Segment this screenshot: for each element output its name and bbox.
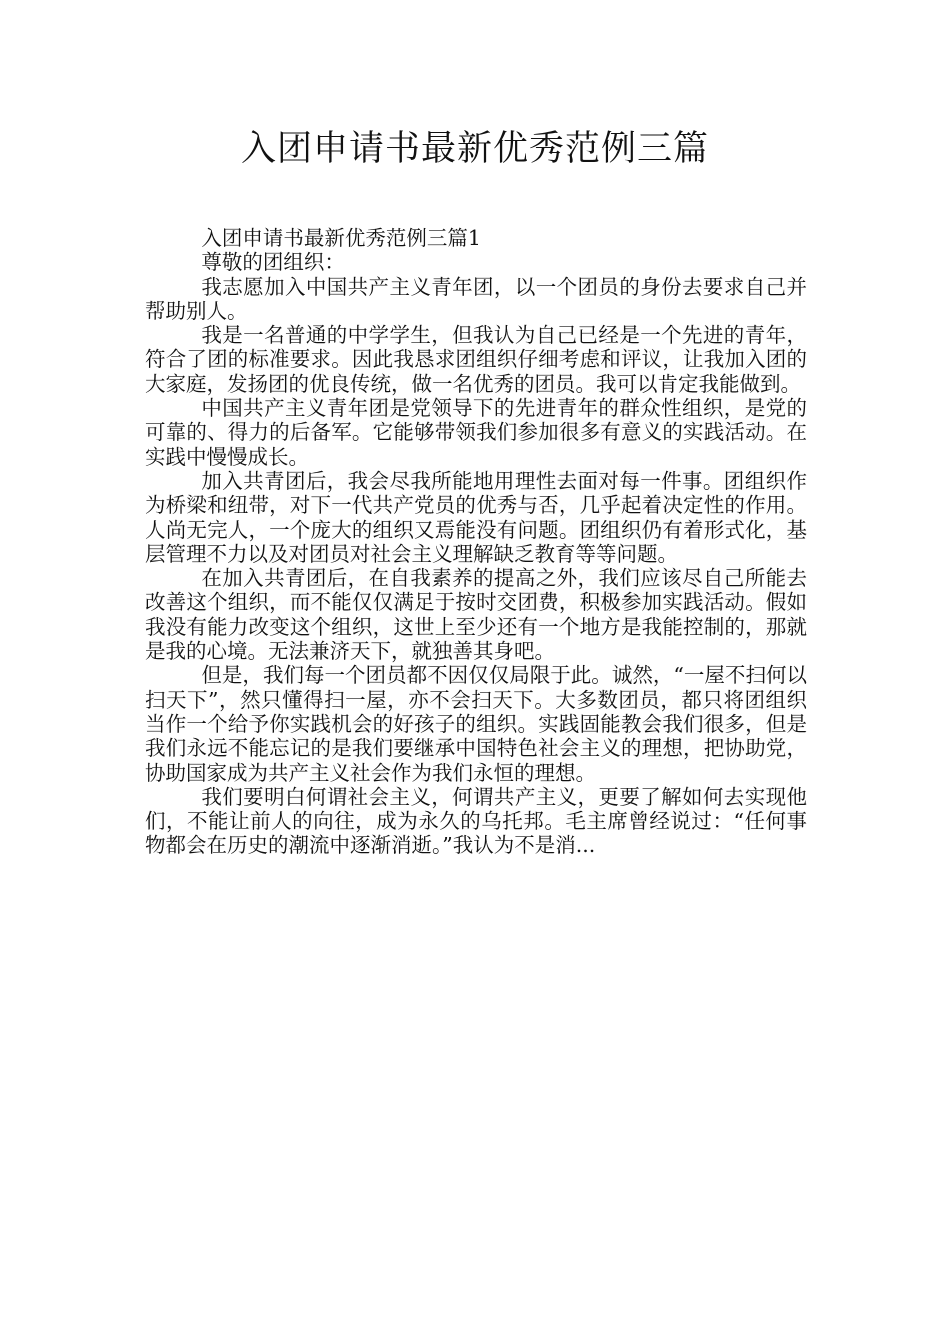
- paragraph-5: 在加入共青团后，在自我素养的提高之外，我们应该尽自己所能去改善这个组织，而不能仅仅满足于按时交团费，积极参加实践活动。假如我没有能力改变这个组织，这世上至少还有一个地方是我能控制的，那就是我的心境。无法兼济天下，就独善其身吧。: [145, 566, 807, 664]
- paragraph-1: 我志愿加入中国共产主义青年团，以一个团员的身份去要求自己并帮助别人。: [145, 274, 807, 323]
- paragraph-7: 我们要明白何谓社会主义，何谓共产主义，更要了解如何去实现他们，不能让前人的向往，成为永久的乌托邦。毛主席曾经说过：“任何事物都会在历史的潮流中逐渐消逝。”我认为不是消...: [145, 784, 807, 858]
- paragraph-3: 中国共产主义青年团是党领导下的先进青年的群众性组织，是党的可靠的、得力的后备军。它能够带领我们参加很多有意义的实践活动。在实践中慢慢成长。: [145, 396, 807, 469]
- salutation: 尊敬的团组织：: [201, 250, 345, 275]
- paragraph-6: 但是，我们每一个团员都不因仅仅局限于此。诚然，“一屋不扫何以扫天下”，然只懂得扫一屋，亦不会扫天下。大多数团员，都只将团组织当作一个给予你实践机会的好孩子的组织。实践固能教会我们很多，但是我们永远不能忘记的是我们要继承中国特色社会主义的理想，把协助党，协助国家成为共产主义社会作为我们永恒的理想。: [145, 663, 807, 785]
- document-body: [145, 226, 807, 858]
- section-heading: 入团申请书最新优秀范例三篇1: [201, 226, 481, 250]
- document-title: 入团申请书最新优秀范例三篇: [240, 129, 709, 169]
- paragraph-4: 加入共青团后，我会尽我所能地用理性去面对每一件事。团组织作为桥梁和纽带，对下一代共产党员的优秀与否，几乎起着决定性的作用。人尚无完人，一个庞大的组织又焉能没有问题。团组织仍有着形式化，基层管理不力以及对团员对社会主义理解缺乏教育等等问题。: [145, 468, 807, 566]
- paragraph-2: 我是一名普通的中学学生，但我认为自己已经是一个先进的青年，符合了团的标准要求。因此我恳求团组织仔细考虑和评议，让我加入团的大家庭，发扬团的优良传统，做一名优秀的团员。我可以肯定我能做到。: [145, 323, 807, 396]
